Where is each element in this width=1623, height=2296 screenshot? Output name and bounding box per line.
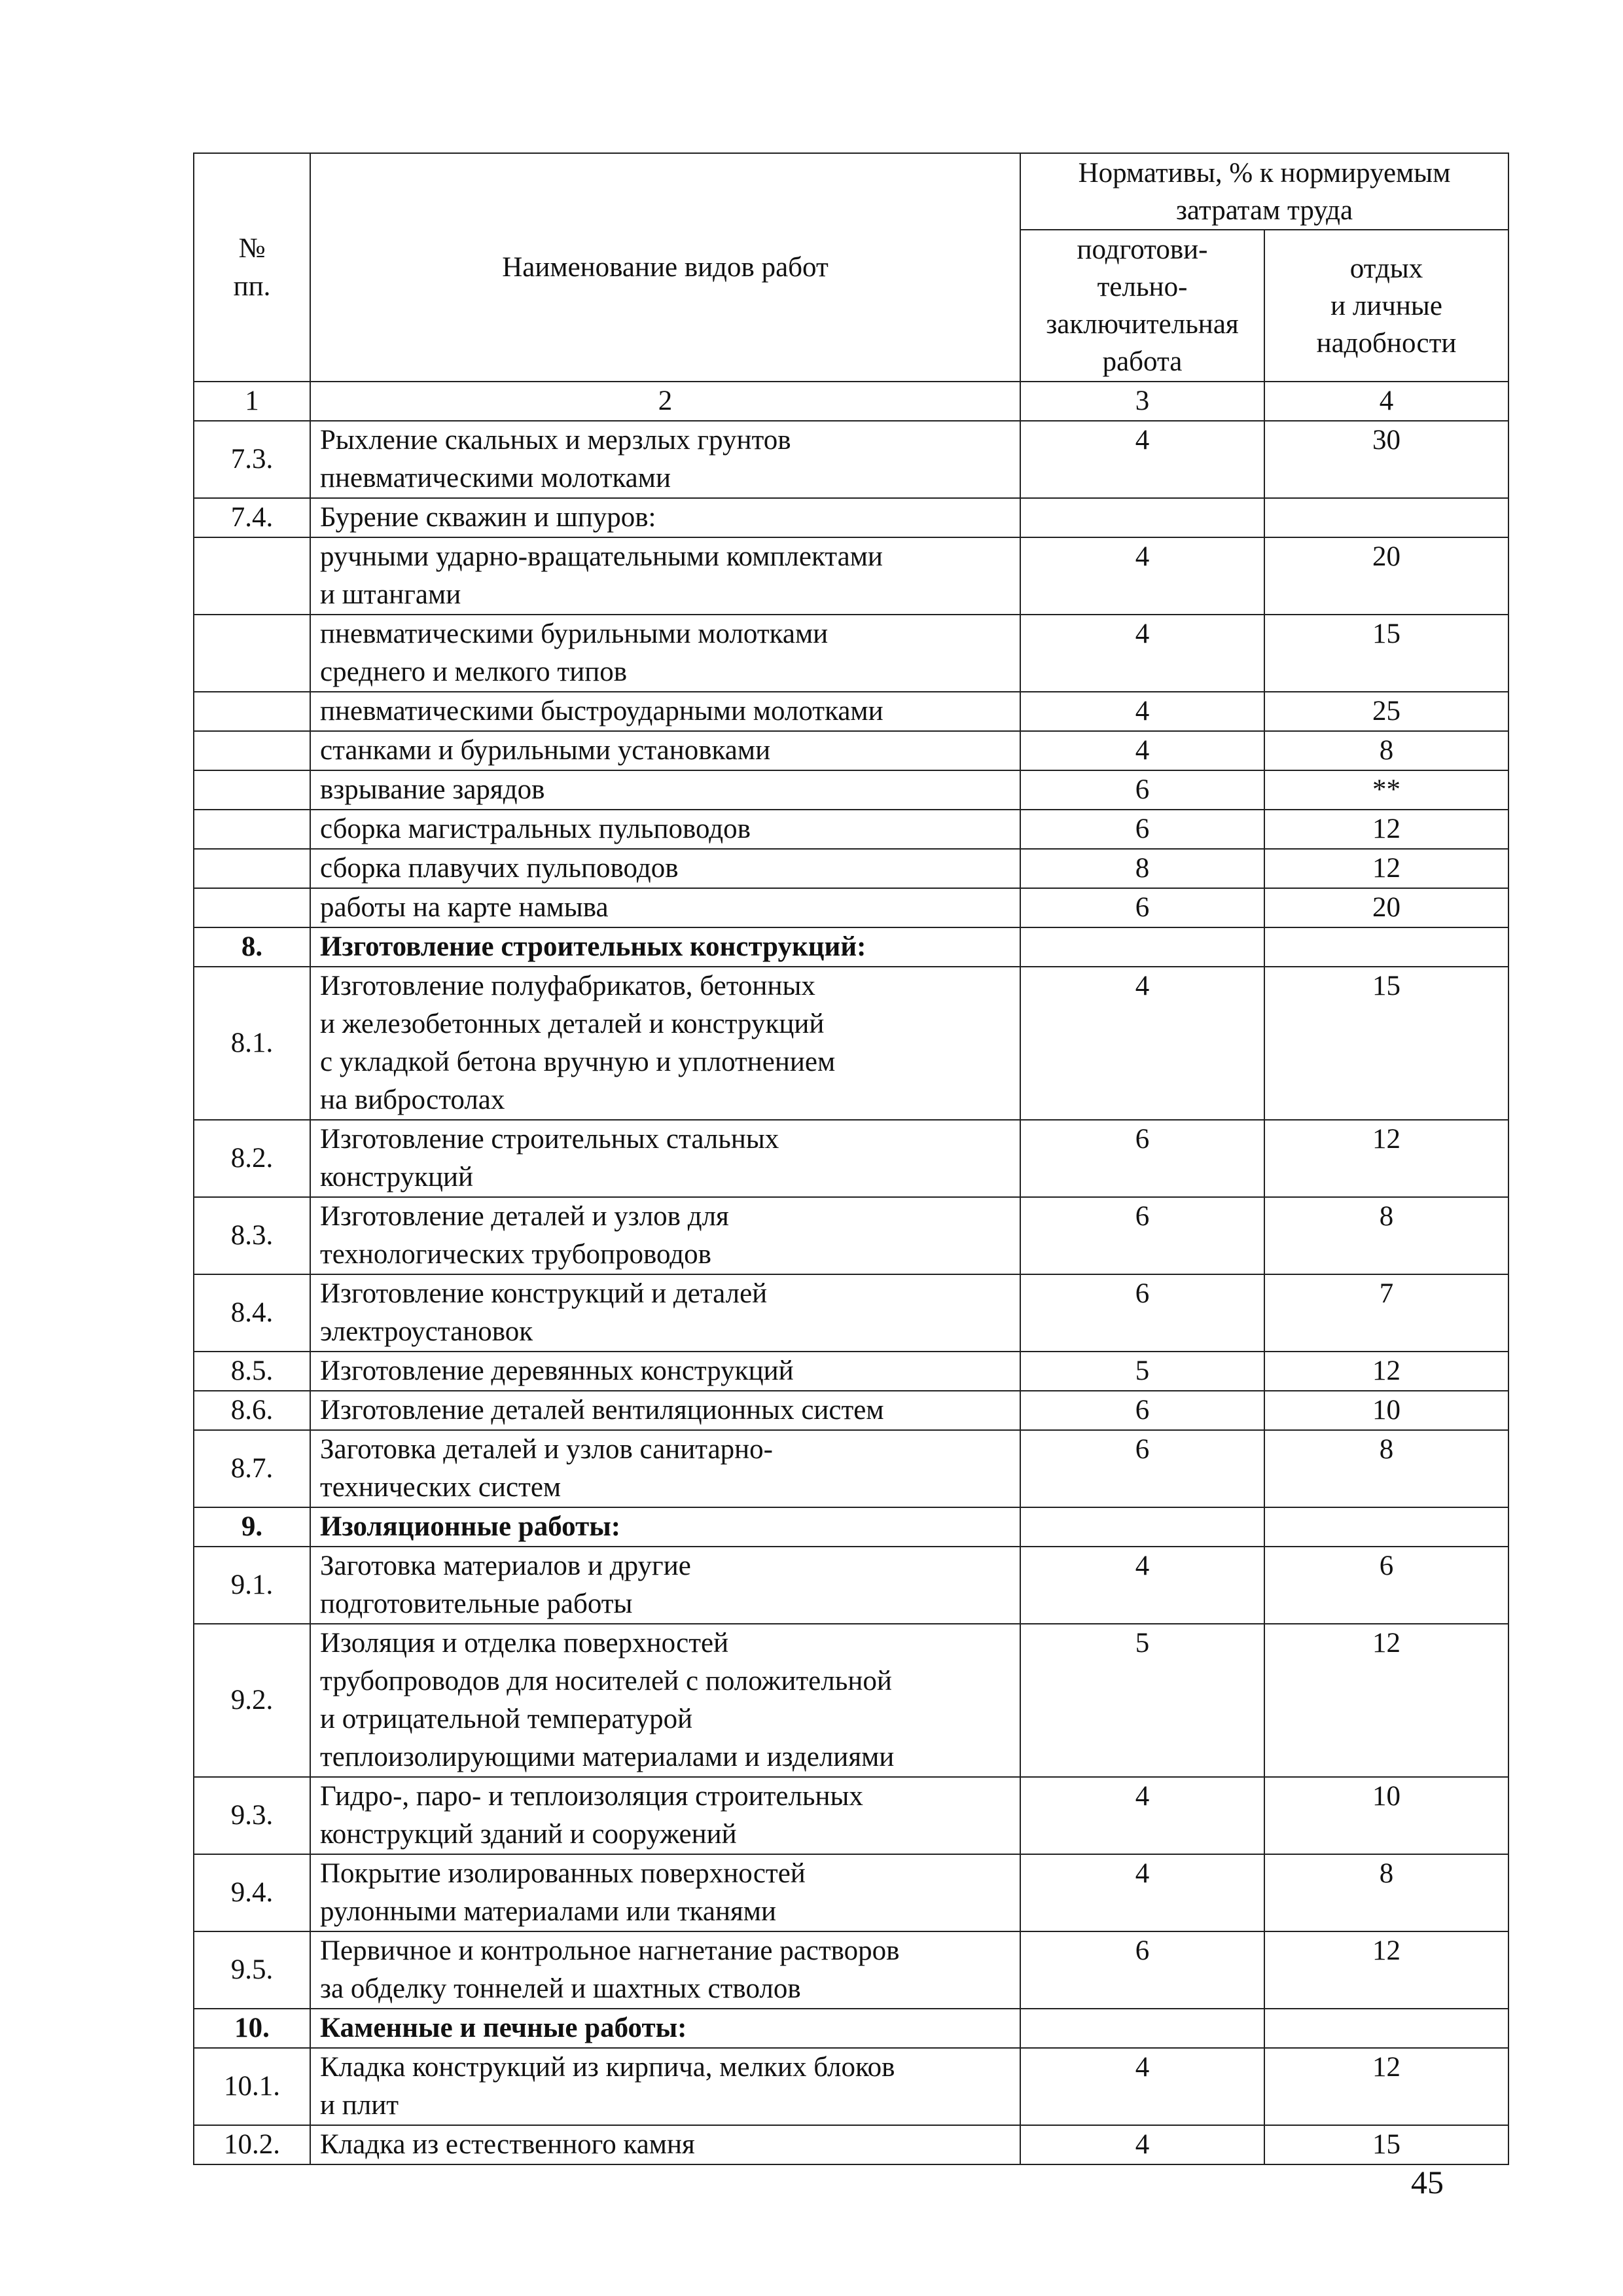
row-number: 9.4. [194, 1854, 310, 1931]
section-row [194, 927, 1508, 967]
prep-final-value: 4 [1020, 615, 1264, 692]
row-number [194, 770, 310, 810]
prep-final-value: 4 [1020, 537, 1264, 615]
prep-final-value [1020, 2009, 1264, 2048]
row-number: 8. [194, 927, 310, 967]
work-name: Изготовление деталей и узлов для технологических трубопроводов [310, 1197, 1020, 1274]
work-name: Гидро-, паро- и теплоизоляция строительных конструкций зданий и сооружений [310, 1777, 1020, 1854]
prep-final-value: 4 [1020, 692, 1264, 731]
table-row [194, 2125, 1508, 2164]
work-name: Кладка конструкций из кирпича, мелких блоков и плит [310, 2048, 1020, 2125]
prep-final-value: 8 [1020, 849, 1264, 888]
row-number: 7.4. [194, 498, 310, 537]
row-number [194, 731, 310, 770]
work-name: Первичное и контрольное нагнетание растворов за обделку тоннелей и шахтных стволов [310, 1931, 1020, 2009]
rest-value: 15 [1264, 2125, 1508, 2164]
rest-value: 8 [1264, 1197, 1508, 1274]
work-name: Изготовление конструкций и деталей электроустановок [310, 1274, 1020, 1352]
table-row [194, 731, 1508, 770]
section-row [194, 1507, 1508, 1547]
row-number: 8.4. [194, 1274, 310, 1352]
work-name: станками и бурильными установками [310, 731, 1020, 770]
rest-value: 12 [1264, 810, 1508, 849]
work-name: пневматическими бурильными молотками среднего и мелкого типов [310, 615, 1020, 692]
rest-value: 8 [1264, 1854, 1508, 1931]
column-number-2: 2 [310, 382, 1020, 421]
row-number [194, 615, 310, 692]
rest-value [1264, 927, 1508, 967]
table-row [194, 1430, 1508, 1507]
table-row [194, 692, 1508, 731]
rest-value: ** [1264, 770, 1508, 810]
header-work-name: Наименование видов работ [310, 153, 1020, 382]
prep-final-value [1020, 1507, 1264, 1547]
table-row [194, 1547, 1508, 1624]
row-number [194, 849, 310, 888]
work-name: сборка плавучих пульповодов [310, 849, 1020, 888]
prep-final-value: 4 [1020, 967, 1264, 1120]
prep-final-value: 6 [1020, 1120, 1264, 1197]
row-number: 9.3. [194, 1777, 310, 1854]
header-rest-personal-needs: отдых и личные надобности [1264, 230, 1508, 382]
table-row [194, 1624, 1508, 1777]
row-number [194, 537, 310, 615]
rest-value: 15 [1264, 967, 1508, 1120]
work-name: Заготовка деталей и узлов санитарно- технических систем [310, 1430, 1020, 1507]
row-number: 8.3. [194, 1197, 310, 1274]
prep-final-value: 4 [1020, 1777, 1264, 1854]
prep-final-value: 6 [1020, 1197, 1264, 1274]
prep-final-value: 4 [1020, 421, 1264, 498]
prep-final-value: 4 [1020, 1547, 1264, 1624]
header-prep-final-work: подготови- тельно- заключительная работа [1020, 230, 1264, 382]
work-name: Изоляция и отделка поверхностей трубопроводов для носителей с положительной и отрицательной температурой теплоизолирующими материалами и изделиями [310, 1624, 1020, 1777]
rest-value: 20 [1264, 537, 1508, 615]
section-row [194, 2009, 1508, 2048]
work-name: Изготовление деталей вентиляционных систем [310, 1391, 1020, 1430]
work-name: Покрытие изолированных поверхностей рулонными материалами или тканями [310, 1854, 1020, 1931]
table-row [194, 1777, 1508, 1854]
page-number: 45 [1411, 2164, 1444, 2200]
work-name: Бурение скважин и шпуров: [310, 498, 1020, 537]
row-number: 8.5. [194, 1352, 310, 1391]
row-number: 10. [194, 2009, 310, 2048]
prep-final-value: 6 [1020, 770, 1264, 810]
row-number [194, 810, 310, 849]
work-name: пневматическими быстроударными молотками [310, 692, 1020, 731]
table-row [194, 1391, 1508, 1430]
work-name: Изготовление строительных конструкций: [310, 927, 1020, 967]
row-number [194, 888, 310, 927]
row-number [194, 692, 310, 731]
table-row [194, 888, 1508, 927]
row-number: 8.2. [194, 1120, 310, 1197]
table-row [194, 498, 1508, 537]
rest-value: 12 [1264, 1352, 1508, 1391]
rest-value: 12 [1264, 2048, 1508, 2125]
row-number: 9.5. [194, 1931, 310, 2009]
rest-value: 8 [1264, 1430, 1508, 1507]
work-name: Изготовление полуфабрикатов, бетонных и железобетонных деталей и конструкций с укладкой бетона вручную и уплотнением на вибростолах [310, 967, 1020, 1120]
rest-value: 12 [1264, 1931, 1508, 2009]
rest-value: 10 [1264, 1391, 1508, 1430]
prep-final-value: 5 [1020, 1624, 1264, 1777]
row-number: 7.3. [194, 421, 310, 498]
document-page [193, 152, 1508, 2165]
work-name: сборка магистральных пульповодов [310, 810, 1020, 849]
header-number-text: № пп. [233, 232, 271, 302]
column-number-4: 4 [1264, 382, 1508, 421]
row-number: 8.1. [194, 967, 310, 1120]
column-number-3: 3 [1020, 382, 1264, 421]
prep-final-value [1020, 927, 1264, 967]
prep-final-value: 6 [1020, 810, 1264, 849]
header-number [194, 153, 310, 382]
row-number: 9. [194, 1507, 310, 1547]
table-row [194, 849, 1508, 888]
prep-final-value: 4 [1020, 731, 1264, 770]
row-number: 8.7. [194, 1430, 310, 1507]
rest-value: 12 [1264, 1120, 1508, 1197]
prep-final-value: 6 [1020, 1391, 1264, 1430]
table-row [194, 810, 1508, 849]
rest-value: 10 [1264, 1777, 1508, 1854]
rest-value: 6 [1264, 1547, 1508, 1624]
prep-final-value: 5 [1020, 1352, 1264, 1391]
table-row [194, 615, 1508, 692]
rest-value: 20 [1264, 888, 1508, 927]
prep-final-value: 4 [1020, 2125, 1264, 2164]
table-row [194, 1120, 1508, 1197]
work-name: Заготовка материалов и другие подготовительные работы [310, 1547, 1020, 1624]
table-row [194, 537, 1508, 615]
rest-value [1264, 498, 1508, 537]
work-name: Изготовление строительных стальных конструкций [310, 1120, 1020, 1197]
work-name: Кладка из естественного камня [310, 2125, 1020, 2164]
prep-final-value: 6 [1020, 888, 1264, 927]
table-row [194, 967, 1508, 1120]
row-number: 9.2. [194, 1624, 310, 1777]
prep-final-value: 6 [1020, 1274, 1264, 1352]
row-number: 8.6. [194, 1391, 310, 1430]
table-row [194, 1931, 1508, 2009]
prep-final-value: 4 [1020, 2048, 1264, 2125]
table-row [194, 770, 1508, 810]
table-row [194, 421, 1508, 498]
rest-value: 15 [1264, 615, 1508, 692]
work-name: Каменные и печные работы: [310, 2009, 1020, 2048]
header-norms: Нормативы, % к нормируемым затратам труда [1020, 153, 1508, 230]
rest-value: 30 [1264, 421, 1508, 498]
norms-table [193, 152, 1509, 2165]
prep-final-value: 4 [1020, 1854, 1264, 1931]
rest-value: 8 [1264, 731, 1508, 770]
work-name: Изоляционные работы: [310, 1507, 1020, 1547]
table-row [194, 1274, 1508, 1352]
rest-value [1264, 2009, 1508, 2048]
table-row [194, 1352, 1508, 1391]
row-number: 10.2. [194, 2125, 310, 2164]
table-row [194, 1197, 1508, 1274]
table-row [194, 1854, 1508, 1931]
work-name: ручными ударно-вращательными комплектами и штангами [310, 537, 1020, 615]
column-number-1: 1 [194, 382, 310, 421]
work-name: работы на карте намыва [310, 888, 1020, 927]
work-name: Рыхление скальных и мерзлых грунтов пневматическими молотками [310, 421, 1020, 498]
work-name: Изготовление деревянных конструкций [310, 1352, 1020, 1391]
prep-final-value: 6 [1020, 1931, 1264, 2009]
prep-final-value [1020, 498, 1264, 537]
rest-value: 12 [1264, 849, 1508, 888]
table-row [194, 2048, 1508, 2125]
rest-value: 12 [1264, 1624, 1508, 1777]
rest-value: 7 [1264, 1274, 1508, 1352]
work-name: взрывание зарядов [310, 770, 1020, 810]
prep-final-value: 6 [1020, 1430, 1264, 1507]
row-number: 9.1. [194, 1547, 310, 1624]
row-number: 10.1. [194, 2048, 310, 2125]
rest-value [1264, 1507, 1508, 1547]
rest-value: 25 [1264, 692, 1508, 731]
